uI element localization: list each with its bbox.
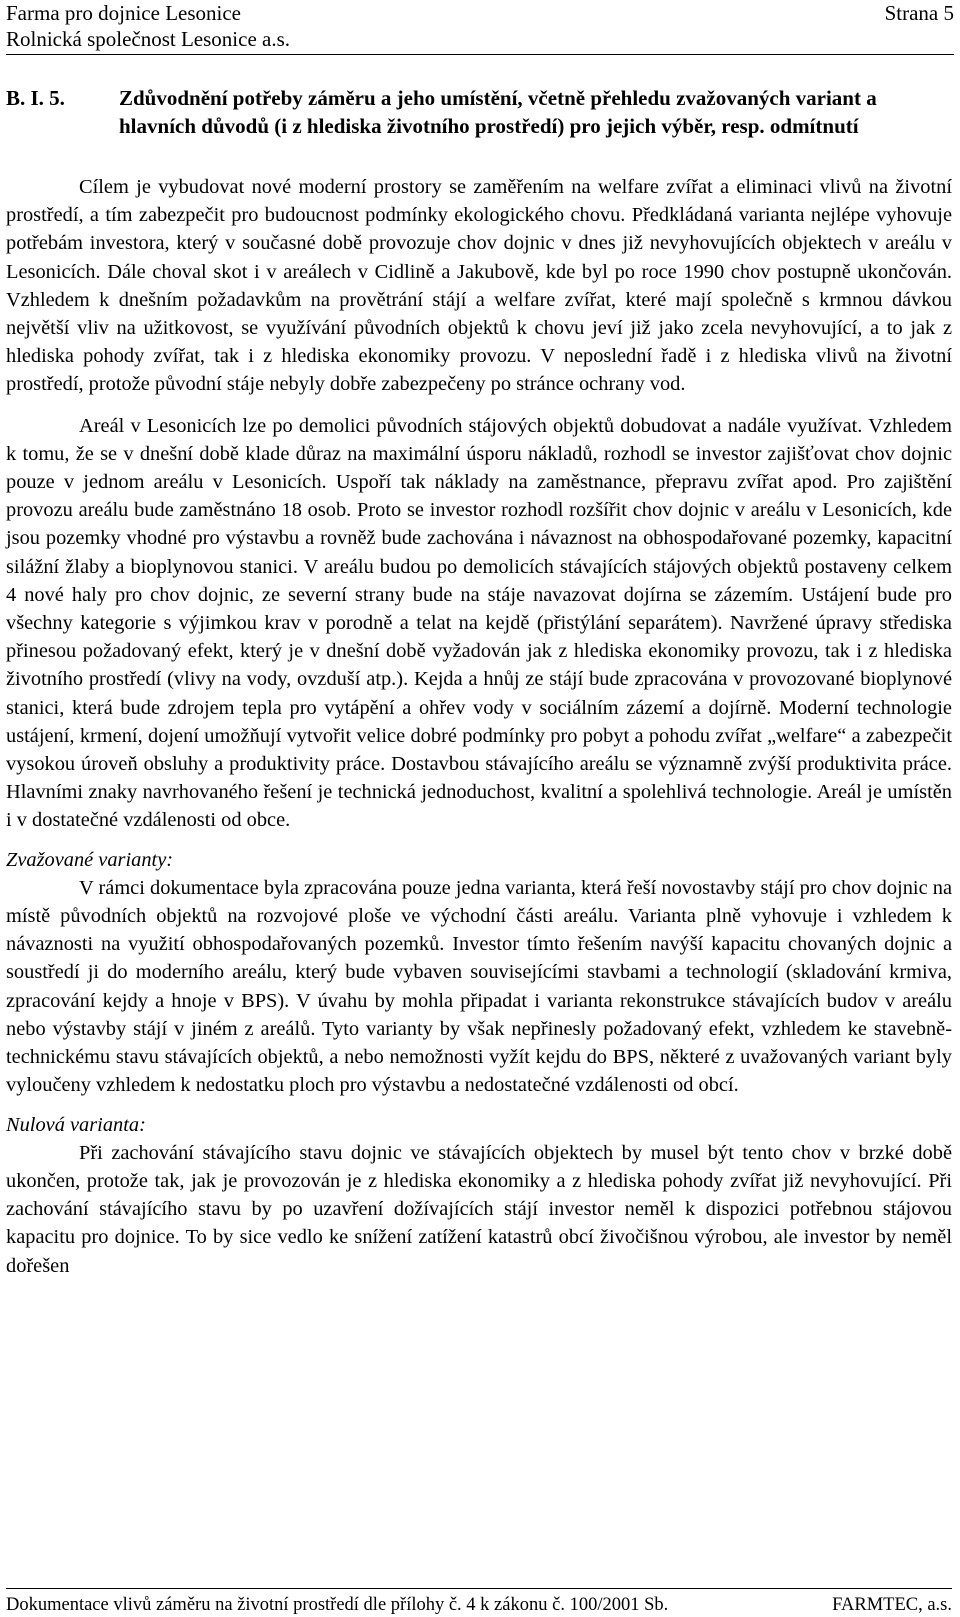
header-company: Farma pro dojnice Lesonice — [6, 1, 241, 25]
subheading-null-variant: Nulová varianta: — [6, 1113, 146, 1136]
header-page-number: Strana 5 — [884, 1, 954, 25]
header-rule — [6, 54, 954, 55]
paragraph-4: Při zachování stávajícího stavu dojnic ve stávajících objektech by musel být tento chov v brzké době ukončen, protože tak, jak je provozován je z hlediska ekonomiky a z hlediska pohody zvířat již nevyhovující. Při zachování stávajícího stavu by po uzavření dožívajících stájí investor neměl k dispozici potřebnou stájovou kapacitu pro dojnice. To by sice vedlo ke snížení zatížení katastrů obcí živočišnou výrobou, ale investor by neměl dořešen — [6, 1141, 952, 1277]
paragraph-2: Areál v Lesonicích lze po demolici původních stájových objektů dobudovat a nadále využívat. Vzhledem k tomu, že se v dnešní době klade důraz na maximální úsporu nákladů, rozhodl se investor zajišťovat chov dojnic pouze v jednom areálu v Lesonicích. Uspoří tak náklady na zaměstnance, přepravu zvířat apod. Pro zajištění provozu areálu bude zaměstnáno 18 osob. Proto se investor rozhodl rozšířit chov dojnic v areálu v Lesonicích, kde jsou pozemky vhodné pro výstavbu a rovněž bude zachována i návaznost na obhospodařované pozemky, kapacitní silážní žlaby a bioplynovou stanici. V areálu budou po demolicích stávajících stájových objektů postaveny celkem 4 nové haly pro chov dojnic, ze severní strany bude na stáje navazovat dojírna se zázemím. Ustájení bude pro všechny kategorie s výjimkou krav v porodně a telat na kejdě (přistýlání separátem). Navržené úpravy střediska přinesou požadovaný efekt, který je v dnešní době vyžadován jak z hlediska ekonomiky provozu, tak i z hlediska životního prostředí (vlivy na vody, ovzduší atp.). Kejda a hnůj ze stájí bude zpracována v provozované bioplynové stanici, která bude zdrojem tepla pro vytápění a ohřev vody v sociálním zázemí a dojírně. Moderní technologie ustájení, krmení, dojení umožňují vytvořit velice dobré podmínky pro pobyt a pohodu zvířat „welfare“ a zabezpečit vysokou úroveň obsluhy a produktivity práce. Dostavbou stávajícího areálu se významně zvýší produktivita práce. Hlavními znaky navrhovaného řešení je technická jednoduchost, kvalitní a spolehlivá technologie. Areál je umístěn i v dostatečné vzdálenosti od obce. — [6, 414, 952, 832]
section-title: Zdůvodnění potřeby záměru a jeho umístění, včetně přehledu zvažovaných variant a hlavních důvodů (i z hlediska životního prostředí) pro jejich výběr, resp. odmítnutí — [119, 86, 877, 138]
footer-rule — [6, 1588, 952, 1589]
footer-left: Dokumentace vlivů záměru na životní prostředí dle přílohy č. 4 k zákonu č. 100/2001 Sb. — [6, 1595, 669, 1615]
header-subtitle: Rolnická společnost Lesonice a.s. — [6, 27, 291, 51]
section-number: B. I. 5. — [6, 86, 65, 110]
subheading-variants: Zvažované varianty: — [6, 848, 174, 871]
section-heading — [6, 84, 952, 140]
footer-right: FARMTEC, a.s. — [832, 1595, 952, 1615]
page-header — [6, 0, 954, 55]
paragraph-1: Cílem je vybudovat nové moderní prostory se zaměřením na welfare zvířat a eliminaci vlivů na životní prostředí, a tím zabezpečit pro budoucnost podmínky ekologického chovu. Předkládaná varianta nejlépe vyhovuje potřebám investora, který v současné době provozuje chov dojnic v dnes již nevyhovujících objektech v areálu v Lesonicích. Dále choval skot i v areálech v Cidlině a Jakubově, kde byl po roce 1990 chov postupně ukončován. Vzhledem k dnešním požadavkům na provětrání stájí a welfare zvířat, které mají společně s krmnou dávkou největší vliv na užitkovost, se využívání původních objektů k chovu jeví již jako zcela nevyhovující, a to jak z hlediska pohody zvířat, tak i z hlediska ekonomiky provozu. V neposlední řadě i z hlediska vlivů na životní prostředí, protože původní stáje nebyly dobře zabezpečeny po stránce ochrany vod. — [6, 176, 952, 396]
page-footer — [6, 1588, 952, 1617]
paragraph-3: V rámci dokumentace byla zpracována pouze jedna varianta, která řeší novostavby stájí pro chov dojnic na místě původních objektů na rozvojové ploše ve východní části areálu. Varianta plně vyhovuje i vzhledem k návaznosti na využití obhospodařovaných pozemků. Investor tímto řešením navýší kapacitu chovaných dojnic a soustředí ji do moderního areálu, který bude vybaven souvisejícími stavbami a technologií (skladování krmiva, zpracování kejdy a hnoje v BPS). V úvahu by mohla připadat i varianta rekonstrukce stávajících budov v areálu nebo výstavby stájí v jiném z areálů. Tyto varianty by však nepřinesly požadovaný efekt, vzhledem ke stavebně-technickému stavu stávajících objektů, a nebo nemožnosti vyžít kejdu do BPS, některé z uvažovaných variant byly vyloučeny vzhledem k nedostatku ploch pro výstavbu a nedostatečné vzdálenosti od obcí. — [6, 876, 952, 1097]
document-body — [6, 173, 952, 1280]
